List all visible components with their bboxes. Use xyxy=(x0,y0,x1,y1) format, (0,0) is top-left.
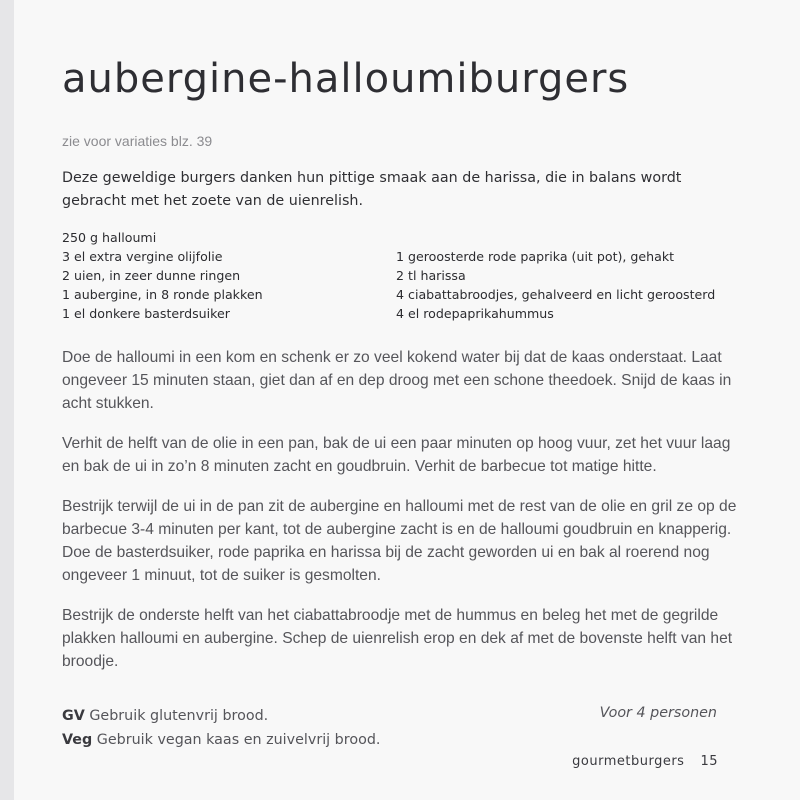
ingredient-item: 1 el donkere basterdsuiker xyxy=(62,306,230,321)
ingredient-item: 250 g halloumi xyxy=(62,230,157,245)
page-footer xyxy=(572,754,718,769)
note-text: Gebruik vegan kaas en zuivelvrij brood. xyxy=(92,732,381,748)
recipe-page xyxy=(14,0,800,800)
page-number: 15 xyxy=(700,754,718,769)
method-step-1: Doe de halloumi in een kom en schenk er zo veel kokend water bij dat de kaas onderstaat. Laat ongeveer 15 minuten staan, giet dan af en dep droog met een schone theedoek. Snijd de kaas in acht stukken. xyxy=(62,349,732,412)
ingredient-item: 1 geroosterde rode paprika (uit pot), gehakt xyxy=(396,249,675,264)
ingredient-item: 2 uien, in zeer dunne ringen xyxy=(62,268,241,283)
method-step-3: Bestrijk terwijl de ui in de pan zit de aubergine en halloumi met de rest van de olie en gril ze op de barbecue 3-4 minuten per kant, tot de aubergine zacht is en de halloumi goudbruin en knapperig. Doe de basterdsuiker, rode paprika en harissa bij de zacht geworden ui en bak al roerend nog ongeveer 1 minuut, tot de suiker is gesmolten. xyxy=(62,498,737,584)
ingredient-item: 2 tl harissa xyxy=(396,268,466,283)
ingredients-list-right xyxy=(396,247,715,323)
note-tag: Veg xyxy=(62,732,93,748)
note-text: Gebruik glutenvrij brood. xyxy=(84,708,269,724)
ingredient-item: 4 ciabattabroodjes, gehalveerd en licht geroosterd xyxy=(396,287,716,302)
recipe-intro: Deze geweldige burgers danken hun pittige smaak aan de harissa, die in balans wordt gebracht met het zoete van de uienrelish. xyxy=(62,170,682,209)
method-step-4: Bestrijk de onderste helft van het ciabattabroodje met de hummus en beleg het met de gegrilde plakken halloumi en aubergine. Schep de uienrelish erop en dek af met de bovenste helft van het broodje. xyxy=(62,607,733,670)
method-step-2: Verhit de helft van de olie in een pan, bak de ui een paar minuten op hoog vuur, zet het vuur laag en bak de ui in zo’n 8 minuten zacht en goudbruin. Verhit de barbecue tot matige hitte. xyxy=(62,435,731,475)
ingredient-item: 3 el extra vergine olijfolie xyxy=(62,249,223,264)
ingredients-list-left xyxy=(62,228,263,323)
gluten-free-note xyxy=(62,705,268,727)
vegan-note xyxy=(62,729,380,751)
section-name: gourmetburgers xyxy=(572,754,685,769)
servings: Voor 4 personen xyxy=(599,705,717,721)
ingredient-item: 1 aubergine, in 8 ronde plakken xyxy=(62,287,263,302)
ingredient-item: 4 el rodepaprikahummus xyxy=(396,306,554,321)
recipe-title: aubergine-halloumiburgers xyxy=(62,56,630,102)
variations-reference: zie voor variaties blz. 39 xyxy=(62,133,213,149)
note-tag: GV xyxy=(62,708,85,724)
